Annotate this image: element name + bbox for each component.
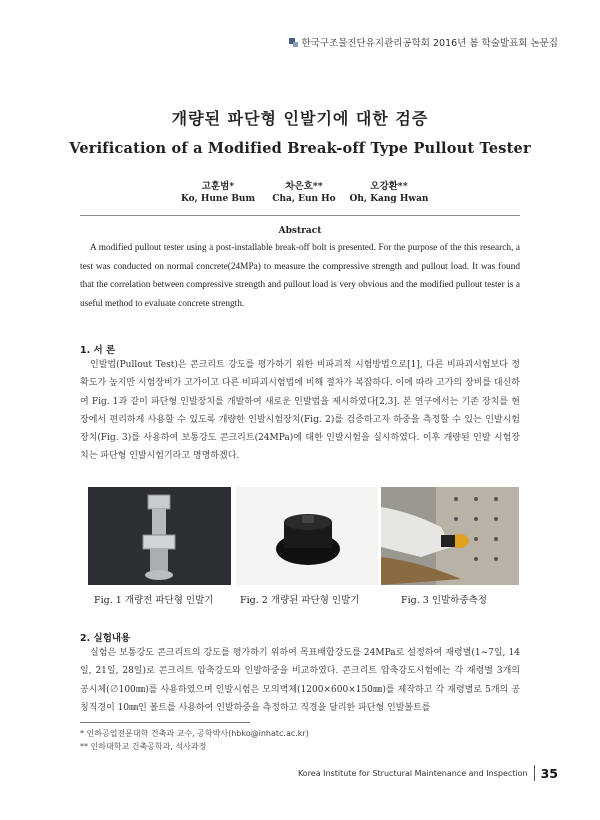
title-korean: 개량된 파단형 인발기에 대한 검증 — [171, 109, 429, 128]
author-name-en: Ko, Hune Bum — [180, 194, 256, 204]
figure-3-caption: Fig. 3 인발하중측정 — [401, 595, 487, 606]
figure-1-photo — [88, 487, 231, 585]
author-name-en: Oh, Kang Hwan — [349, 194, 429, 204]
page-number: 35 — [540, 765, 558, 781]
figure-2-photo — [236, 487, 378, 585]
section-1-heading: 1. 서 론 — [80, 345, 116, 356]
figure-1-caption: Fig. 1 개량전 파단형 인발기 — [94, 595, 214, 606]
footer-institute: Korea Institute for Structural Maintenance and Inspection — [297, 768, 528, 778]
journal-name: 한국구조물진단유지관리공학회 2016년 봄 학술발표회 논문집 — [301, 38, 558, 49]
footer-divider — [534, 765, 535, 781]
author-name-en: Cha, Eun Ho — [272, 194, 336, 204]
page-footer — [298, 765, 558, 781]
figure-2-caption: Fig. 2 개량된 파단형 인발기 — [240, 595, 360, 606]
footnote-divider — [80, 722, 250, 723]
title-english: Verification of a Modified Break-off Type Pullout Tester — [69, 140, 531, 157]
section-2-heading: 2. 실험내용 — [80, 633, 131, 644]
abstract-heading: Abstract — [278, 226, 322, 236]
section-1-body: 인발법(Pullout Test)은 콘크리트 강도를 평가하기 위한 비파괴적 시험방법으로[1], 다른 비파괴시험보다 정확도가 높지만 시험장비가 고가이고 다른 비파괴시험법에 비해 절차가 복잡하다. 이에 따라 고가의 장비를 대신하여 Fig. 1과 같이 파단형 인발장치를 개발하여 새로운 인발법을 제시하였다[2,3]. 본 연구에서는 기존 장치를 현장에서 편리하게 사용할 수 있도록 개량한 인발시험장치(Fig. 2)를 검증하고자 하중을 측정할 수 있는 인발시험장치(Fig. 3)를 사용하여 보통강도 콘크리트(24MPa)에 대한 인발시험을 실시하였다. 이후 개량된 인발 시험장치는 파단형 인발시험기라고 명명하겠다. — [80, 360, 520, 462]
footnote-1: * 인하공업전문대학 건축과 교수, 공학박사(hbko@inhatc.ac.kr) — [80, 729, 309, 738]
journal-header — [289, 35, 558, 49]
title-divider — [80, 215, 520, 216]
figure-3-photo — [381, 487, 519, 585]
footnote-2: ** 인하대학교 건축공학과, 석사과정 — [80, 742, 207, 751]
section-2-body: 실험은 보통강도 콘크리트의 강도를 평가하기 위하여 목표배합강도를 24MPa로 설정하여 재령별(1~7일, 14일, 21일, 28일)로 콘크리트 압축강도와 인발하중을 비교하였다. 콘크리트 압축강도시험에는 각 재령별 3개의 공시체(∅100㎜)를 사용하였으며 인발시험은 모의벽체(1200×600×150㎜)를 제작하고 각 재령별로 5개의 공칭직경이 10㎜인 볼트를 사용하여 인발하중을 측정하고 직경을 달리한 파단형 인발볼트를 — [80, 648, 520, 713]
author-name-ko: 차은호** — [285, 181, 323, 192]
journal-logo-icon — [289, 38, 298, 47]
author-name-ko: 고훈범* — [201, 181, 235, 192]
author-1 — [168, 178, 268, 204]
author-3 — [334, 178, 444, 204]
author-name-ko: 오강환** — [370, 181, 408, 192]
abstract-body: A modified pullout tester using a post-installable break-off bolt is presented. For the purpose of the this research, a test was conducted on normal concrete(24MPa) to measure the compressive strength and pullout load. It was found that the correlation between compressive strength and pullout load is very obvious and the modified pullout tester is a useful method to evaluate concrete strength. — [80, 243, 520, 309]
